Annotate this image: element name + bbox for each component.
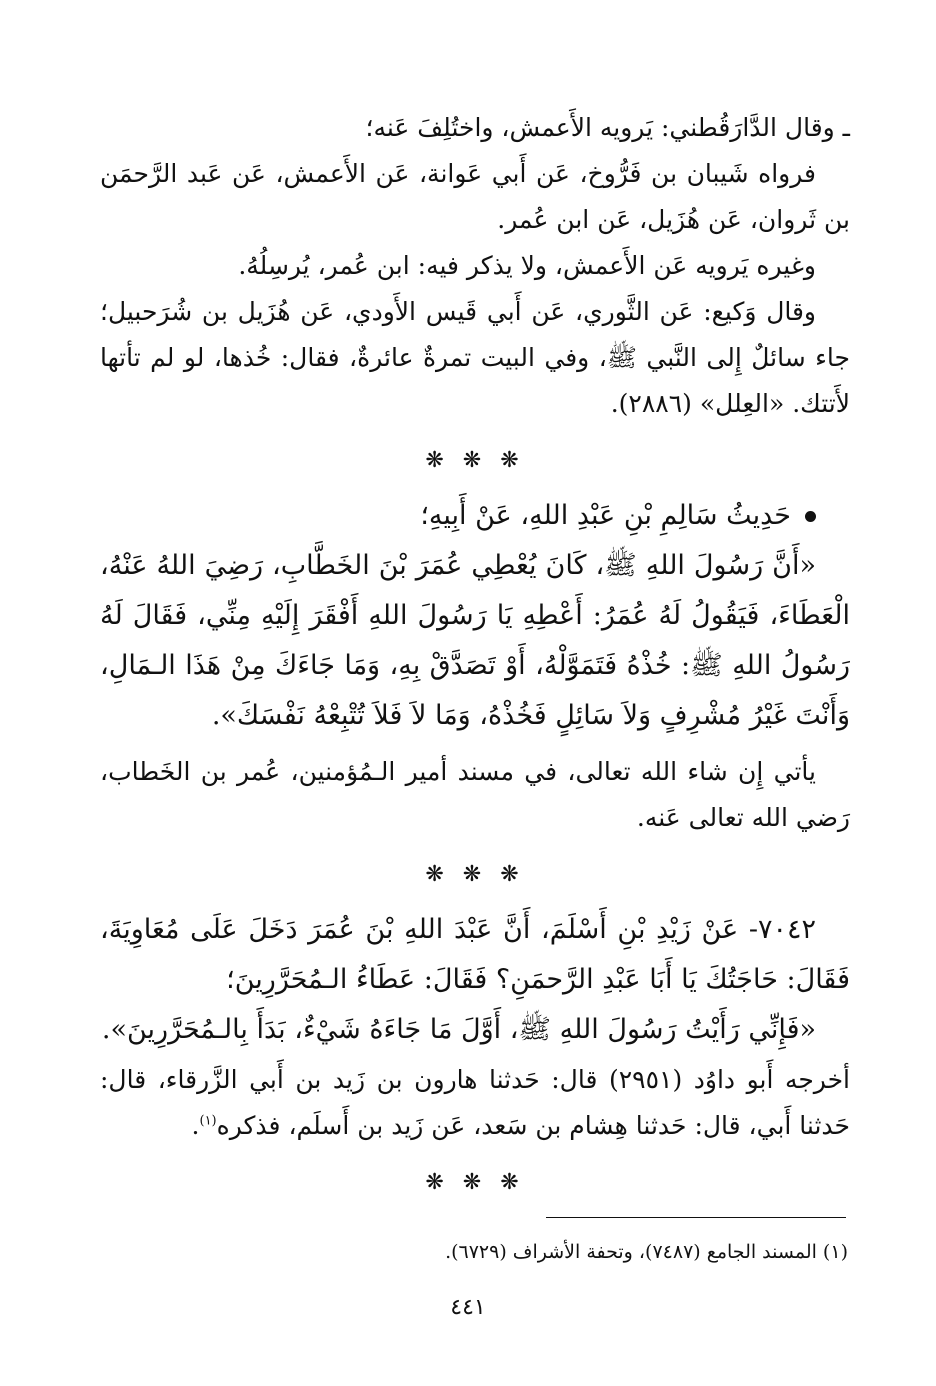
text-paragraph: وقال وَكيع: عَن الثَّوري، عَن أَبي قَيس الأَودي، عَن هُزَيل بن شُرَحبيل؛ جاء سائلٌ إِلى النَّبي ﷺ، وفي البيت تمرةٌ عائرةٌ، فقال: خُذها، لو لم تأتها لأَتتك. «العِلل» (٢٨٨٦).	[100, 297, 850, 418]
page-number: ٤٤١	[450, 1295, 486, 1320]
text-paragraph: ـ وقال الدَّارَقُطني: يَرويه الأَعمش، واختُلِفَ عَنه؛	[365, 113, 850, 142]
hadith-text: «فَإِنِّي رَأَيْتُ رَسُولَ اللهِ ﷺ، أَوَّلَ مَا جَاءَهُ شَيْءٌ، بَدَأَ بِالـمُحَرَّرِينَ».	[101, 1014, 816, 1045]
footnote-separator	[546, 1217, 846, 1218]
bullet-icon	[805, 511, 816, 522]
section-divider: ❋ ❋ ❋	[425, 448, 525, 473]
hadith-heading-text: حَدِيثُ سَالِمِ بْنِ عَبْدِ اللهِ، عَنْ أَبِيهِ؛	[420, 500, 791, 531]
takhrij-paragraph	[100, 1057, 850, 1149]
text-paragraph: يأتي إِن شاء الله تعالى، في مسند أمير الـمُؤمنين، عُمر بن الخَطاب، رَضي الله تعالى عَنه.	[100, 757, 850, 832]
hadith-text: «أَنَّ رَسُولَ اللهِ ﷺ، كَانَ يُعْطِي عُمَرَ بْنَ الخَطَّابِ، رَضِيَ اللهُ عَنْهُ، الْعَطَاءَ، فَيَقُولُ لَهُ عُمَرُ: أَعْطِهِ يَا رَسُولَ اللهِ أَفْقَرَ إِلَيْهِ مِنِّي، فَقَالَ لَهُ رَسُولُ اللهِ ﷺ: خُذْهُ فَتَمَوَّلْهُ، أَوْ تَصَدَّقْ بِهِ، وَمَا جَاءَكَ مِنْ هَذَا الـمَالِ، وَأَنْتَ غَيْرُ مُشْرِفٍ وَلاَ سَائِلٍ فَخُذْهُ، وَمَا لاَ فَلاَ تُتْبِعْهُ نَفْسَكَ».	[100, 550, 850, 731]
page-body	[100, 105, 850, 1213]
text-paragraph: فرواه شَيبان بن فَرُّوخ، عَن أَبي عَوانة، عَن الأَعمش، عَن عَبد الرَّحمَن بن ثَروان، عَن هُزَيل، عَن ابن عُمر.	[100, 159, 850, 234]
takhrij-end: .	[191, 1111, 200, 1140]
footnote-reference: (١)	[199, 1113, 217, 1129]
text-paragraph: وغيره يَرويه عَن الأَعمش، ولا يذكر فيه: ابن عُمر، يُرسِلُهُ.	[238, 251, 816, 280]
hadith-heading	[100, 491, 850, 541]
hadith-text: ٧٠٤٢- عَنْ زَيْدِ بْنِ أَسْلَمَ، أَنَّ عَبْدَ اللهِ بْنَ عُمَرَ دَخَلَ عَلَى مُعَاوِيَةَ، فَقَالَ: حَاجَتُكَ يَا أَبَا عَبْدِ الرَّحمَنِ؟ فَقَالَ: عَطَاءُ الـمُحَرَّرِينَ؛	[100, 914, 850, 995]
section-divider: ❋ ❋ ❋	[425, 862, 525, 887]
section-divider: ❋ ❋ ❋	[425, 1170, 525, 1195]
footnote: (١) المسند الجامع (٧٤٨٧)، وتحفة الأشراف (٦٧٢٩).	[445, 1241, 848, 1263]
takhrij-text: أخرجه أَبو داوُد (٢٩٥١) قال: حَدثنا هارون بن زَيد بن أَبي الزَّرقاء، قال: حَدثنا أَبي، قال: حَدثنا هِشام بن سَعد، عَن زَيد بن أَسلَم، فذكره	[100, 1065, 850, 1140]
